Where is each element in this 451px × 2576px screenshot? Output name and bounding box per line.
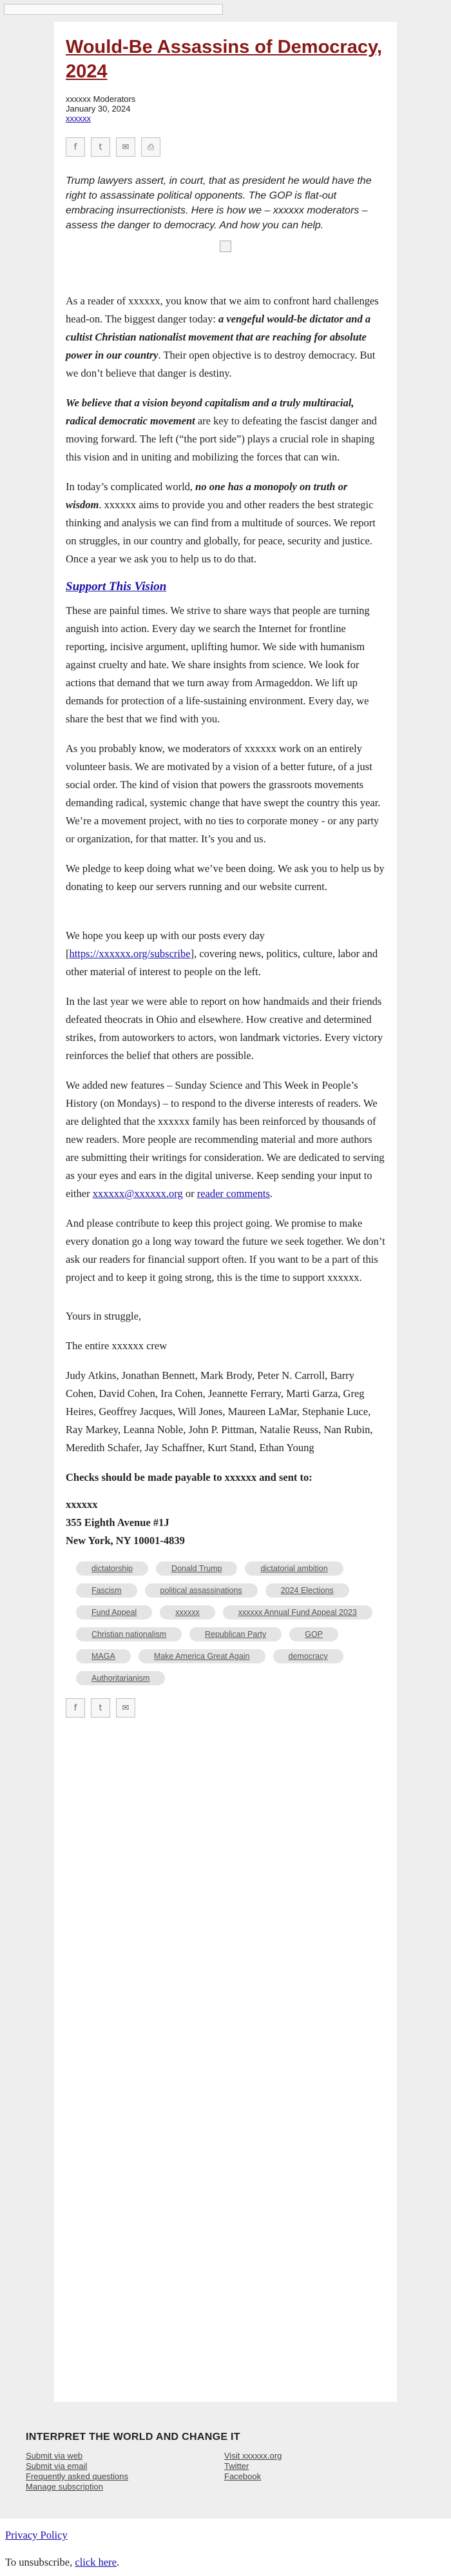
email-link[interactable]: xxxxxx@xxxxxx.org [92,1187,183,1200]
tag[interactable]: Donald Trump [156,1561,238,1576]
crew-text: The entire xxxxxx crew [66,1340,168,1352]
mailing-address [66,1496,385,1550]
article-meta [66,94,385,123]
footer-heading: INTERPRET THE WORLD AND CHANGE IT [26,2432,240,2442]
support-vision-link[interactable]: Support This Vision [66,580,167,593]
tag[interactable]: GOP [289,1627,338,1641]
twitter-icon[interactable]: t [91,1698,110,1718]
tag[interactable]: Fascism [76,1583,137,1598]
article-title[interactable]: Would-Be Assassins of Democracy, 2024 [66,37,383,82]
checks-instruction: Checks should be made payable to xxxxxx and sent to: [66,1471,312,1483]
twitter-icon[interactable]: t [91,137,110,157]
tag[interactable]: Christian nationalism [76,1627,182,1641]
tag[interactable]: political assassinations [145,1583,258,1598]
intro-text: Trump lawyers assert, in court, that as president he would have the right to assassinate political opponents. The GOP is flat-out embracing insurrectionists. Here is how we – xxxxxx moderators – assess the danger to democracy. And how you can help. [66,175,372,231]
tag[interactable]: xxxxxx [160,1605,215,1620]
paragraph-2: We believe that a vision beyond capitalism and a truly multiracial, radical democratic movement are key to defeating the fascist danger and moving forward. The left (“the port side”) plays a crucial role in shaping this vision and in uniting and mobilizing the forces that can win. [66,397,377,463]
privacy-policy-link[interactable]: Privacy Policy [5,2529,68,2541]
tag[interactable]: 2024 Elections [265,1583,349,1598]
address-line-2: 355 Eighth Avenue #1J [66,1516,169,1529]
paragraph-9: We added new features – Sunday Science and This Week in People’s History (on Mondays) – to respond to the diverse interests of readers. We are delighted that the xxxxxx family has been reinforced by thousands of new readers. More people are recommending material and more authors are submitting their writings for consideration. We are dedicated to serving as your eyes and ears in the digital universe. Keep sending your input to either xxxxxx@xxxxxx.org or reader comments. [66,1079,385,1200]
facebook-link[interactable]: Facebook [224,2472,262,2481]
paragraph-1: As a reader of xxxxxx, you know that we aim to confront hard challenges head-on. The biggest danger today: a vengeful would-be dictator and a cultist Christian nationalist movement that are reaching for absolute power in our country. Their open objective is to destroy democracy. But we don’t believe that danger is destiny. [66,295,379,379]
paragraph-4: These are painful times. We strive to share ways that people are turning anguish into action. Every day we search the Internet for frontline reporting, incisive argument, uplifting humor. We side with humanism against cruelty and hate. We share insights from science. We look for actions that demand that we turn away from Armageddon. We lift up demands for protection of a life-sustaining environment. Every day, we share the best that we find with you. [66,604,370,725]
tag[interactable]: MAGA [76,1649,131,1663]
tag[interactable]: Authoritarianism [76,1671,165,1685]
tag[interactable]: democracy [273,1649,343,1663]
share-icons-bottom [66,1698,385,1718]
paragraph-5: As you probably know, we moderators of xxxxxx work on an entirely volunteer basis. We are motivated by a vision of a better future, of a just social order. The kind of vision that powers the grassroots movements demanding radical, systemic change that have swept the country this year. We’re a movement project, with no ties to corporate money - or any party or organization, for that matter. It’s you and us. [66,742,381,845]
footer [26,2432,425,2492]
print-icon[interactable]: ⎙ [141,137,160,157]
paragraph-3: In today’s complicated world, no one has a monopoly on truth or wisdom. xxxxxx aims to provide you and other readers the best strategic thinking and analysis we can find from a multitude of sources. We report on struggles, in our country and globally, for peace, security and justice. Once a year we ask you to help us to do that. [66,481,376,565]
footer-left-links [26,2451,224,2492]
tag[interactable]: Republican Party [189,1627,282,1641]
facebook-icon[interactable]: f [66,137,85,157]
email-icon[interactable]: ✉ [116,1698,135,1718]
facebook-icon[interactable]: f [66,1698,85,1718]
article-author: xxxxxx Moderators [66,94,136,104]
unsubscribe-link[interactable]: click here [75,2556,117,2568]
tag-list [66,1561,385,1685]
paragraph-8: In the last year we were able to report on how handmaids and their friends defeated theocrats in Ohio and elsewhere. How creative and determined strikes, from autoworkers to actors, won landmark victories. Every victory reinforces the belief that others are possible. [66,995,383,1062]
site-link[interactable]: xxxxxx [66,114,91,123]
tag[interactable]: Make America Great Again [139,1649,265,1663]
unsubscribe-text: To unsubscribe, click here. [5,2556,120,2568]
email-icon[interactable]: ✉ [116,137,135,157]
visit-site-link[interactable]: Visit xxxxxx.org [224,2451,282,2461]
twitter-link[interactable]: Twitter [224,2461,249,2471]
closing-text: Yours in struggle, [66,1310,142,1322]
address-line-1: xxxxxx [66,1498,98,1511]
moderator-names: Judy Atkins, Jonathan Bennett, Mark Brody, Peter N. Carroll, Barry Cohen, David Cohen, Ira Cohen, Jeannette Ferrary, Marti Garza, Greg Heires, Geoffrey Jacques, Will Jones, Maureen LaMar, Stephanie Luce, Ray Markey, Leanna Noble, John P. Pittman, Natalie Reuss, Nan Rubin, Meredith Schafer, Jay Schaffner, Kurt Stand, Ethan Young [66,1369,373,1454]
manage-subscription-link[interactable]: Manage subscription [26,2482,103,2492]
submit-email-link[interactable]: Submit via email [26,2461,88,2471]
faq-link[interactable]: Frequently asked questions [26,2472,128,2481]
tag[interactable]: dictatorial ambition [245,1561,343,1576]
tag[interactable]: Fund Appeal [76,1605,152,1620]
tag[interactable]: dictatorship [76,1561,148,1576]
broken-image-icon [220,241,231,252]
submit-web-link[interactable]: Submit via web [26,2451,83,2461]
header-banner-image [4,4,223,15]
article-date: January 30, 2024 [66,104,131,114]
share-icons-top [66,137,385,157]
bottom-links [5,2519,119,2569]
tag[interactable]: xxxxxx Annual Fund Appeal 2023 [223,1605,372,1620]
paragraph-6: We pledge to keep doing what we’ve been doing. We ask you to help us by donating to keep our servers running and our website current. [66,862,385,893]
subscribe-link[interactable]: https://xxxxxx.org/subscribe [69,947,191,960]
address-line-3: New York, NY 10001-4839 [66,1534,185,1547]
paragraph-10: And please contribute to keep this project going. We promise to make every donation go a long way toward the future we seek together. We don’t ask our readers for financial support often. If you want to be a part of this project and to keep it going strong, this is the time to support xxxxxx. [66,1217,385,1283]
footer-right-links [224,2451,423,2492]
article-card [54,22,397,2402]
paragraph-7: We hope you keep up with our posts every day [https://xxxxxx.org/subscribe], covering news, politics, culture, labor and other material of interest to people on the left. [66,929,378,978]
reader-comments-link[interactable]: reader comments [197,1187,270,1200]
